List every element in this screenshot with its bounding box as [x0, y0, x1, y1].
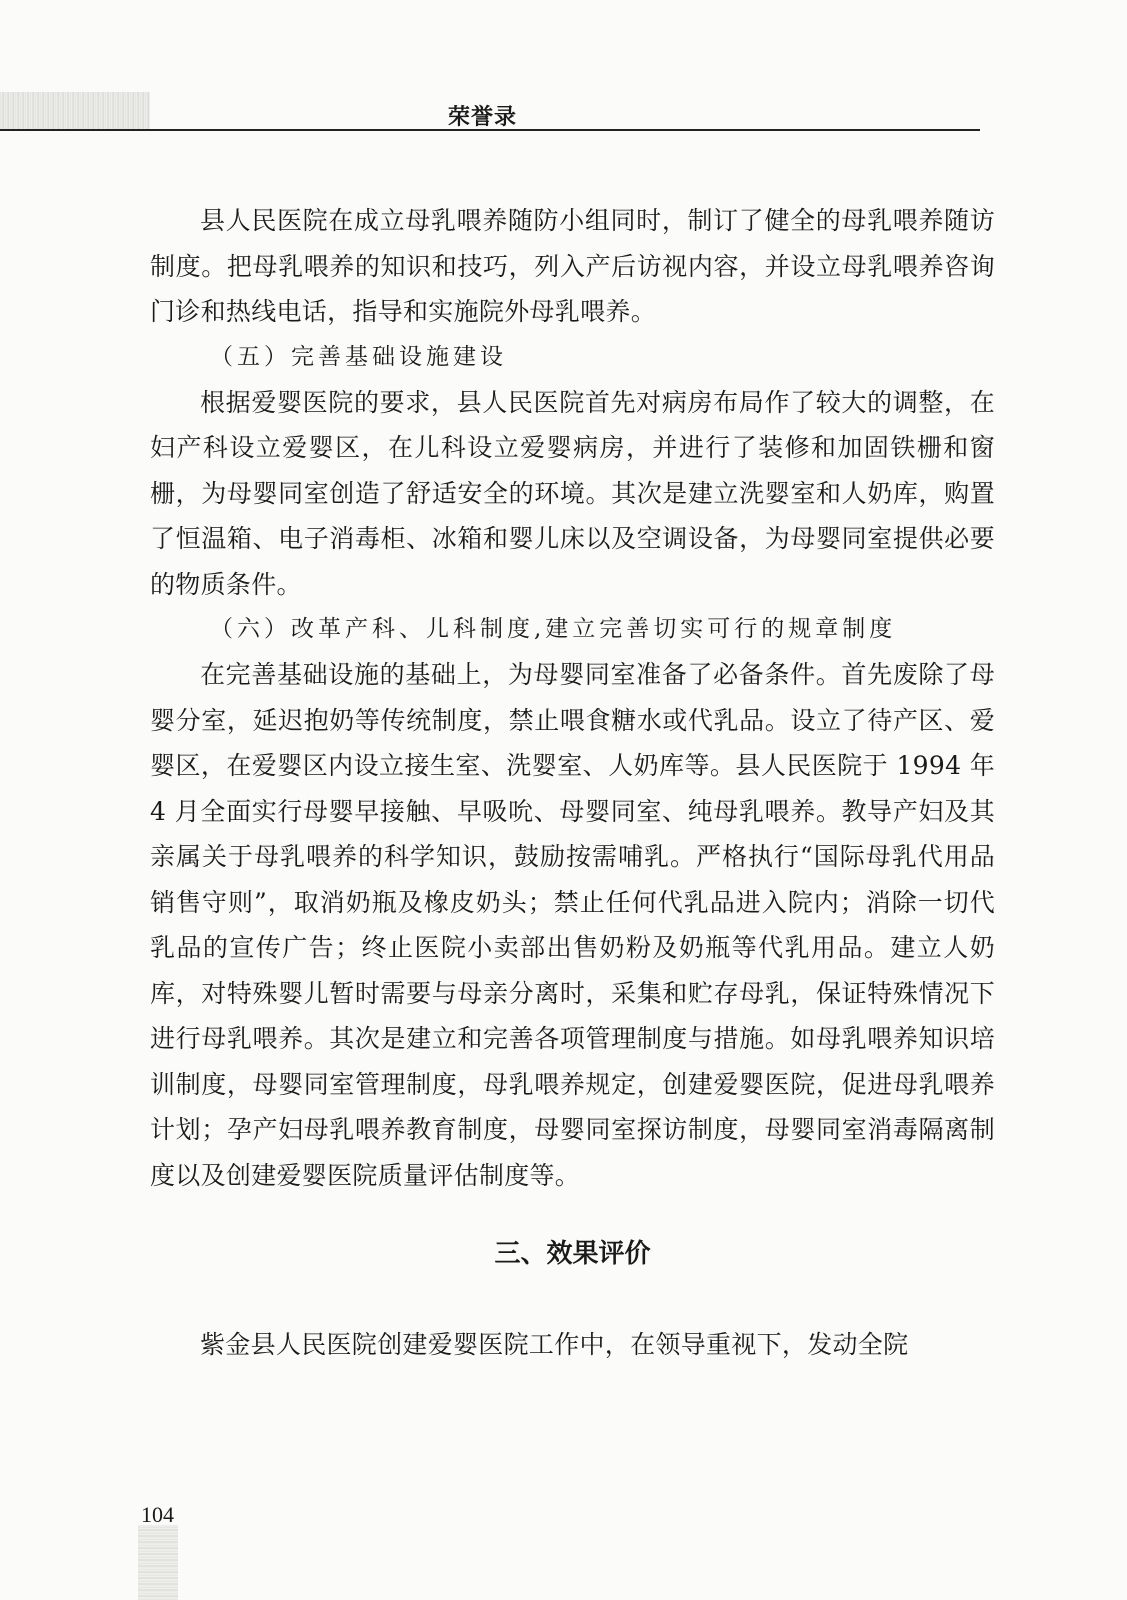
header-rule — [0, 129, 980, 131]
paragraph: 紫金县人民医院创建爱婴医院工作中，在领导重视下，发动全院 — [200, 1330, 909, 1359]
paragraph: 在完善基础设施的基础上，为母婴同室准备了必备条件。首先废除了母婴分室，延迟抱奶等传统制度，禁止喂食糖水或代乳品。设立了待产区、爱婴区，在爱婴区内设立接生室、洗婴室、人奶库等。县人民医院于 1994 年 4 月全面实行母婴早接触、早吸吮、母婴同室、纯母乳喂养。教导产妇及其亲属关于母乳喂养的科学知识，鼓励按需哺乳。严格执行“国际母乳代用品销售守则”，取消奶瓶及橡皮奶头；禁止任何代乳品进入院内；消除一切代乳品的宣传广告；终止医院小卖部出售奶粉及奶瓶等代乳用品。建立人奶库，对特殊婴儿暂时需要与母亲分离时，采集和贮存母乳，保证特殊情况下进行母乳喂养。其次是建立和完善各项管理制度与措施。如母乳喂养知识培训制度，母婴同室管理制度，母乳喂养规定，创建爱婴医院，促进母乳喂养计划；孕产妇母乳喂养教育制度，母婴同室探访制度，母婴同室消毒隔离制度以及创建爱婴医院质量评估制度等。 — [150, 660, 995, 1190]
paragraph: 根据爱婴医院的要求，县人民医院首先对病房布局作了较大的调整，在妇产科设立爱婴区，在儿科设立爱婴病房，并进行了装修和加固铁栅和窗栅，为母婴同室创造了舒适安全的环境。其次是建立洗婴室和人奶库，购置了恒温箱、电子消毒柜、冰箱和婴儿床以及空调设备，为母婴同室提供必要的物质条件。 — [150, 387, 995, 599]
subheading: （五）完善基础设施建设 — [210, 343, 507, 370]
running-head: 荣誉录 — [448, 105, 518, 130]
subheading: （六）改革产科、儿科制度,建立完善切实可行的规章制度 — [210, 616, 897, 642]
paragraph: 县人民医院在成立母乳喂养随防小组同时，制订了健全的母乳喂养随访制度。把母乳喂养的知识和技巧，列入产后访视内容，并设立母乳喂养咨询门诊和热线电话，指导和实施院外母乳喂养。 — [150, 206, 995, 326]
scan-artifact-bottom — [138, 1525, 178, 1600]
page-number: 104 — [141, 1502, 174, 1527]
page-body — [150, 198, 995, 1368]
section-title: 三、效果评价 — [494, 1239, 651, 1269]
scan-artifact — [0, 92, 150, 130]
